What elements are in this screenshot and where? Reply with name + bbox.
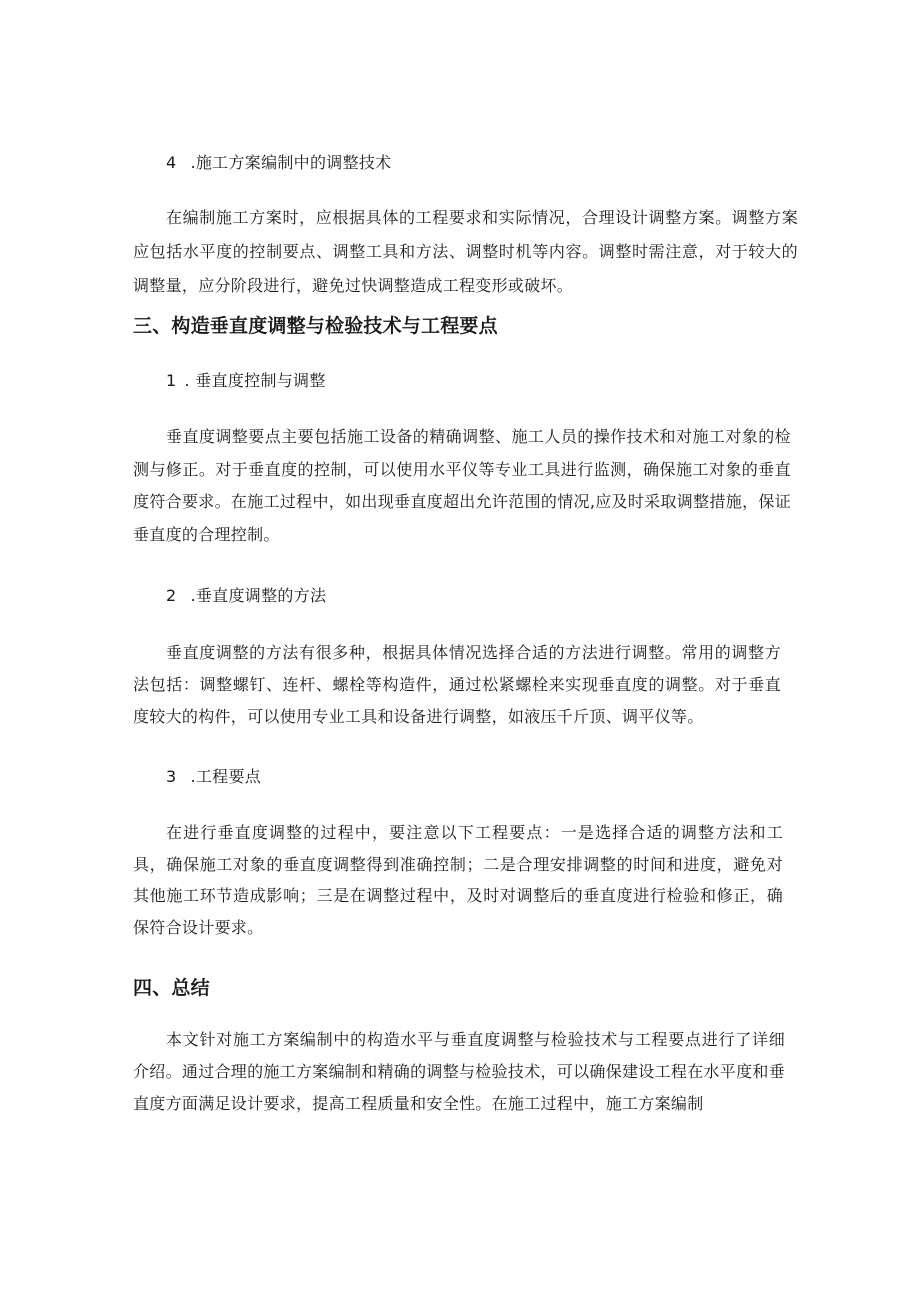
subsection-title: .垂直度调整的方法 [190,586,327,605]
subsection-heading-2 [133,585,826,607]
paragraph-vertical-methods: 垂直度调整的方法有很多种，根据具体情况选择合适的方法进行调整。常用的调整方法包括：调整螺钉、连杆、螺栓等构造件，通过松紧螺栓来实现垂直度的调整。对于垂直度较大的构件，可以使用专业工具和设备进行调整，如液压千斤顶、调平仪等。 [133,643,781,726]
paragraph-vertical-control: 垂直度调整要点主要包括施工设备的精确调整、施工人员的操作技术和对施工对象的检测与修正。对于垂直度的控制，可以使用水平仪等专业工具进行监测，确保施工对象的垂直度符合要求。在施工过程中，如出现垂直度超出允许范围的情况,应及时采取调整措施，保证垂直度的合理控制。 [133,427,791,544]
paragraph-engineering-points: 在进行垂直度调整的过程中，要注意以下工程要点：一是选择合适的调整方法和工具，确保施工对象的垂直度调整得到准确控制；二是合理安排调整的时间和进度，避免对其他施工环节造成影响；三是在调整过程中，及时对调整后的垂直度进行检验和修正，确保符合设计要求。 [133,823,783,937]
subsection-number: 4 [166,153,177,172]
subsection-title: . 垂直度控制与调整 [184,371,326,390]
section-heading-3: 三、构造垂直度调整与检验技术与工程要点 [133,315,498,337]
subsection-title: .施工方案编制中的调整技术 [190,153,392,172]
subsection-number: 1 [166,371,177,390]
subsection-number: 3 [166,767,177,786]
subsection-heading-3 [133,766,826,788]
paragraph-adjustment-technique: 在编制施工方案时，应根据具体的工程要求和实际情况，合理设计调整方案。调整方案应包括水平度的控制要点、调整工具和方法、调整时机等内容。调整时需注意，对于较大的调整量，应分阶段进行，避免过快调整造成工程变形或破坏。 [133,208,798,295]
subsection-heading-4 [133,152,826,174]
paragraph-summary: 本文针对施工方案编制中的构造水平与垂直度调整与检验技术与工程要点进行了详细介绍。通过合理的施工方案编制和精确的调整与检验技术，可以确保建设工程在水平度和垂直度方面满足设计要求，提高工程质量和安全性。在施工过程中，施工方案编制 [133,1030,786,1113]
subsection-number: 2 [166,586,177,605]
section-heading-4: 四、总结 [133,977,210,999]
subsection-heading-1 [133,370,826,392]
subsection-title: .工程要点 [190,767,262,786]
